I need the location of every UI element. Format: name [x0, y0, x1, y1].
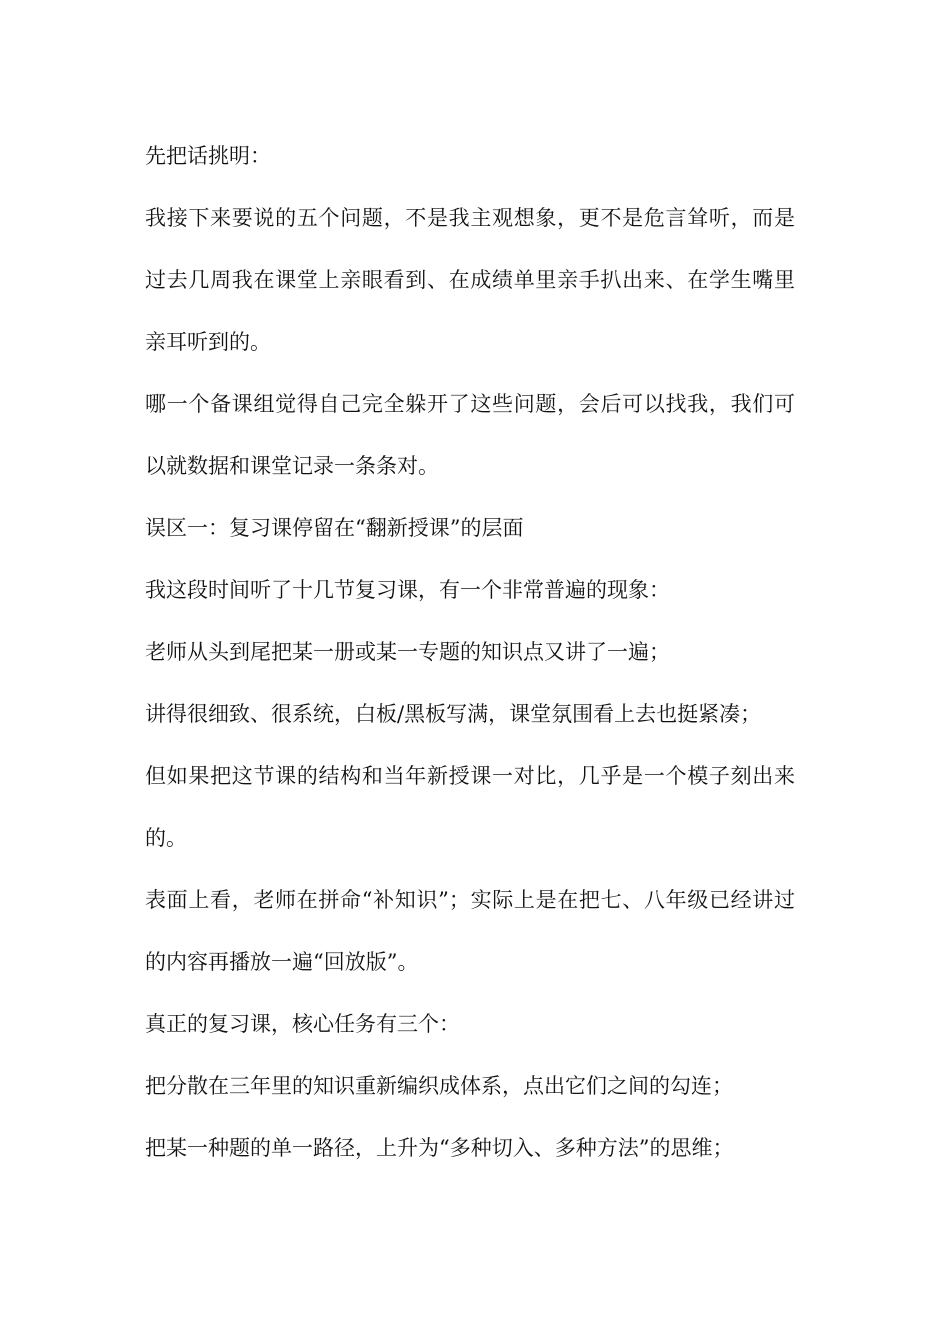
- paragraph-point-1: 老师从头到尾把某一册或某一专题的知识点又讲了一遍；: [145, 640, 670, 664]
- paragraph-five-problems: 我接下来要说的五个问题，不是我主观想象，更不是危言耸听，而是过去几周我在课堂上亲眼看到、在成绩单里亲手扒出来、在学生嘴里亲耳听到的。: [145, 206, 795, 354]
- paragraph-point-2: 讲得很细致、很系统，白板/黑板写满，课堂氛围看上去也挺紧凑；: [145, 702, 762, 726]
- document-body: [145, 125, 795, 1179]
- section-heading-mistake-one: 误区一：复习课停留在“翻新授课”的层面: [145, 516, 524, 540]
- paragraph-point-3: 但如果把这节课的结构和当年新授课一对比，几乎是一个模子刻出来的。: [145, 764, 795, 850]
- paragraph-observation: 我这段时间听了十几节复习课，有一个非常普遍的现象：: [145, 578, 670, 602]
- paragraph-task-2: 把某一种题的单一路径，上升为“多种切入、多种方法”的思维；: [145, 1136, 734, 1160]
- paragraph-intro: 先把话挑明：: [145, 144, 271, 168]
- paragraph-task-1: 把分散在三年里的知识重新编织成体系，点出它们之间的勾连；: [145, 1074, 733, 1098]
- paragraph-surface-vs-reality: 表面上看，老师在拼命“补知识”；实际上是在把七、八年级已经讲过的内容再播放一遍“回放版”。: [145, 888, 795, 974]
- paragraph-invitation: 哪一个备课组觉得自己完全躲开了这些问题，会后可以找我，我们可以就数据和课堂记录一条条对。: [145, 392, 795, 478]
- paragraph-core-tasks: 真正的复习课，核心任务有三个：: [145, 1012, 460, 1036]
